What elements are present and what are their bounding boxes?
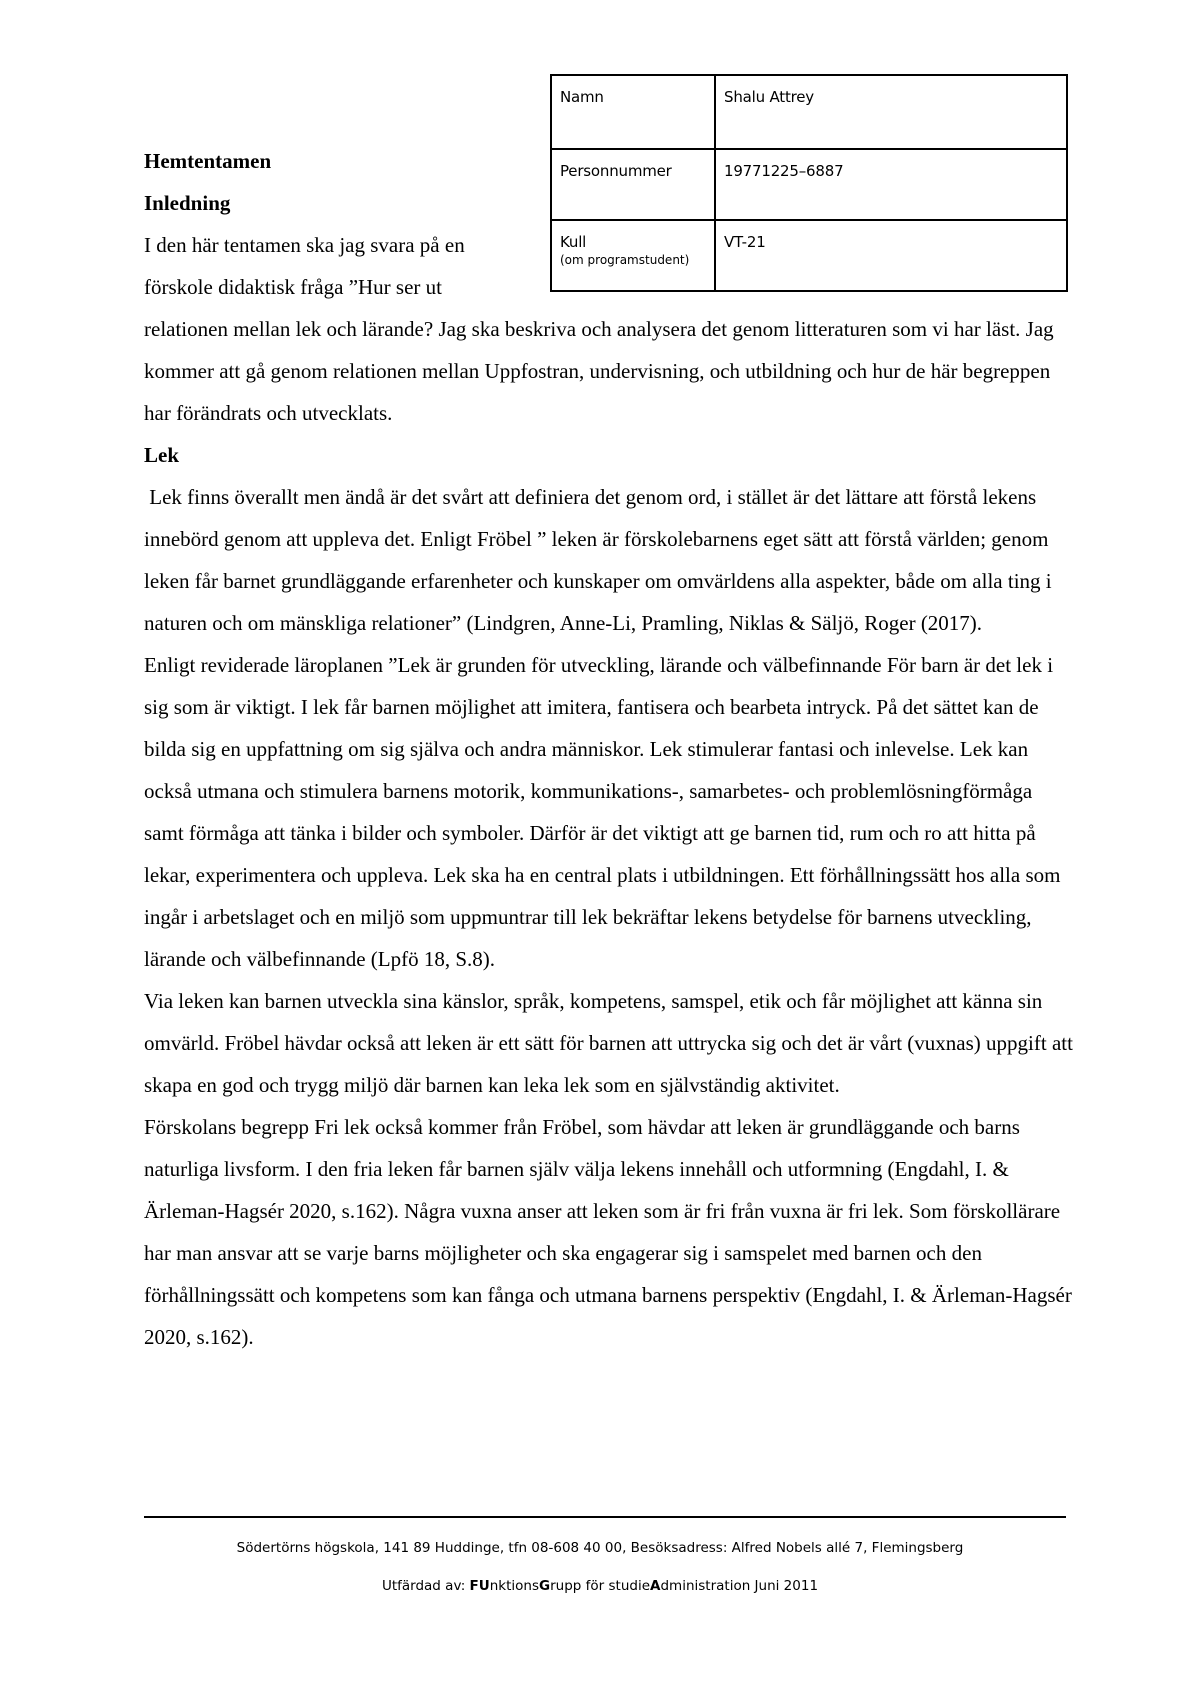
footer-address: Södertörns högskola, 141 89 Huddinge, tfn 08-608 40 00, Besöksadress: Alfred Nobels allé 7, Flemingsberg bbox=[236, 1540, 964, 1556]
issued-text-3: dministration Juni 2011 bbox=[660, 1578, 819, 1594]
name-label-cell bbox=[551, 75, 715, 149]
kull-label: Kull bbox=[560, 233, 587, 251]
issued-text-2: rupp för studie bbox=[550, 1578, 651, 1594]
intro-heading: Inledning bbox=[144, 191, 231, 215]
issued-bold-1: FU bbox=[469, 1578, 490, 1594]
body-paragraph: Via leken kan barnen utveckla sina känslor, språk, kompetens, samspel, etik och får möjlighet att känna sin omvärld. Fröbel hävdar också att leken är ett sätt för barnen att uttrycka sig och det är vårt (vuxnas) uppgift att skapa en god och trygg miljö där barnen kan leka lek som en självständig aktivitet. bbox=[144, 989, 1073, 1097]
document-body bbox=[144, 140, 1074, 1358]
name-value: Shalu Attrey bbox=[724, 88, 814, 106]
body-paragraph: Förskolans begrepp Fri lek också kommer från Fröbel, som hävdar att leken är grundläggande och barns naturliga livsform. I den fria leken får barnen själv välja lekens innehåll och utformning (Engdahl, I. & Ärleman-Hagsér 2020, s.162). Några vuxna anser att leken som är fri från vuxna är fri lek. Som förskollärare har man ansvar att se varje barns möjligheter och ska engagerar sig i samspelet med barnen och den förhållningssätt och kompetens som kan fånga och utmana barnens perspektiv (Engdahl, I. & Ärleman-Hagsér 2020, s.162). bbox=[144, 1115, 1072, 1349]
kull-value: VT-21 bbox=[724, 233, 766, 251]
body-paragraph: Lek finns överallt men ändå är det svårt att definiera det genom ord, i stället är det lättare att förstå lekens innebörd genom att uppleva det. Enligt Fröbel ” leken är förskolebarnens eget sätt att förstå världen; genom leken får barnet grundläggande erfarenheter och kunskaper om omvärldens alla aspekter, både om alla ting i naturen och om mänskliga relationer” (Lindgren, Anne-Li, Pramling, Niklas & Säljö, Roger (2017). bbox=[144, 485, 1057, 635]
personnummer-label: Personnummer bbox=[560, 162, 672, 180]
lek-heading: Lek bbox=[144, 443, 180, 467]
name-value-cell bbox=[715, 75, 1067, 149]
intro-paragraph: I den här tentamen ska jag svara på en förskole didaktisk fråga ”Hur ser ut relationen mellan lek och lärande? Jag ska beskriva och analysera det genom litteraturen som vi har läst. Jag kommer att gå genom relationen mellan Uppfostran, undervisning, och utbildning och hur de här begreppen har förändrats och utvecklats. bbox=[144, 233, 1054, 425]
name-label: Namn bbox=[560, 88, 604, 106]
document-title: Hemtentamen bbox=[144, 149, 272, 173]
issued-bold-2: G bbox=[539, 1578, 551, 1594]
footer-divider bbox=[144, 1516, 1066, 1518]
issued-prefix: Utfärdad av: bbox=[381, 1578, 470, 1594]
issued-text-1: nktions bbox=[489, 1578, 540, 1594]
personnummer-value: 19771225–6887 bbox=[724, 162, 844, 180]
footer-issued-by bbox=[0, 1578, 1200, 1594]
body-paragraph: Enligt reviderade läroplanen ”Lek är grunden för utveckling, lärande och välbefinnande För barn är det lek i sig som är viktigt. I lek får barnen möjlighet att imitera, fantisera och bearbeta intryck. På det sättet kan de bilda sig en uppfattning om sig själva och andra människor. Lek stimulerar fantasi och inlevelse. Lek kan också utmana och stimulera barnens motorik, kommunikations-, samarbetes- och problemlösningförmåga samt förmåga att tänka i bilder och symboler. Därför är det viktigt att ge barnen tid, rum och ro att hitta på lekar, experimentera och uppleva. Lek ska ha en central plats i utbildningen. Ett förhållningssätt hos alla som ingår i arbetslaget och en miljö som uppmuntrar till lek bekräftar lekens betydelse för barnens utveckling, lärande och välbefinnande (Lpfö 18, S.8). bbox=[144, 653, 1061, 971]
issued-bold-3: A bbox=[650, 1578, 661, 1594]
table-row bbox=[551, 75, 1067, 149]
kull-sublabel: (om programstudent) bbox=[560, 253, 690, 267]
